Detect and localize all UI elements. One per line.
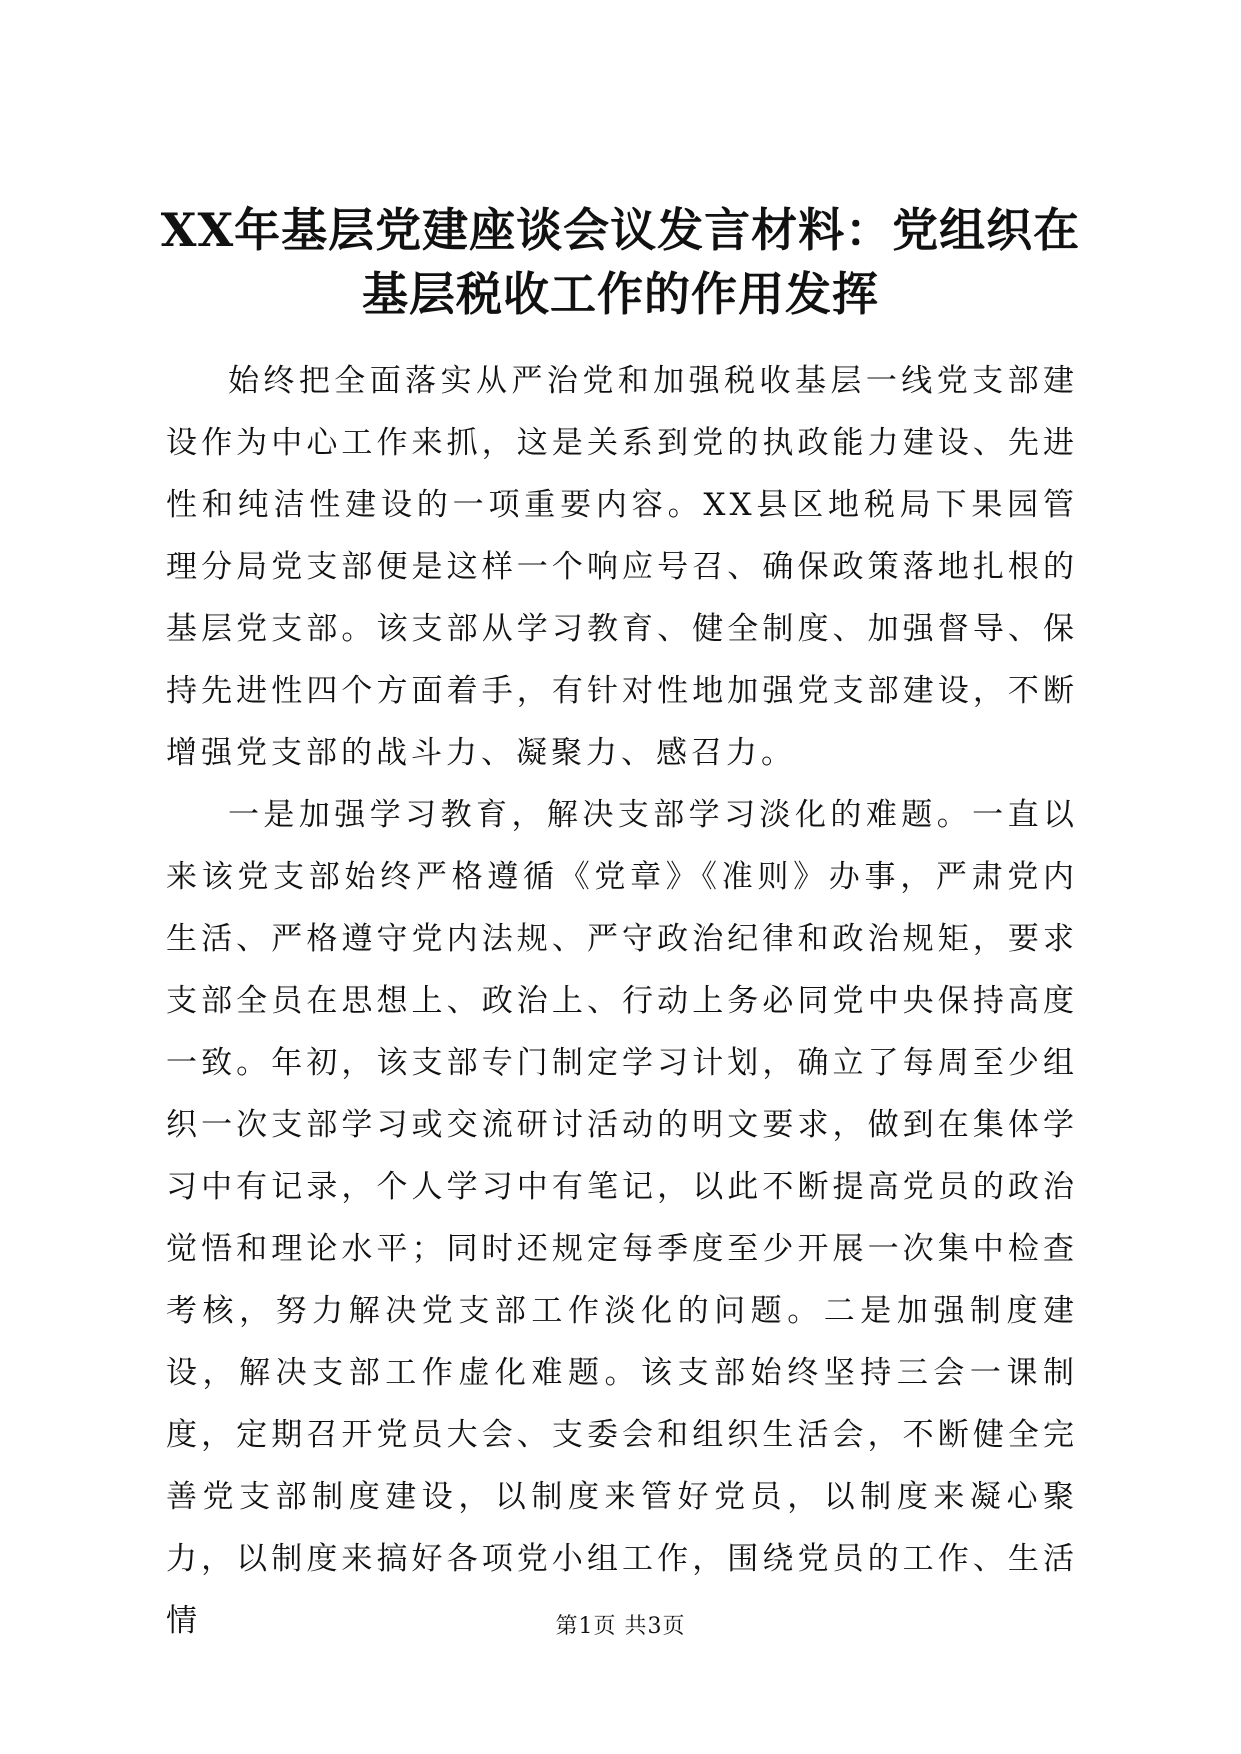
paragraph-2: 一是加强学习教育，解决支部学习淡化的难题。一直以来该党支部始终严格遵循《党章》《准则》办事，严肃党内生活、严格遵守党内法规、严守政治纪律和政治规矩，要求支部全员在思想上、政治上、行动上务必同党中央保持高度一致。年初，该支部专门制定学习计划，确立了每周至少组织一次支部学习或交流研讨活动的明文要求，做到在集体学习中有记录，个人学习中有笔记，以此不断提高党员的政治觉悟和理论水平；同时还规定每季度至少开展一次集中检查考核，努力解决党支部工作淡化的问题。二是加强制度建设，解决支部工作虚化难题。该支部始终坚持三会一课制度，定期召开党员大会、支委会和组织生活会，不断健全完善党支部制度建设，以制度来管好党员，以制度来凝心聚力，以制度来搞好各项党小组工作，围绕党员的工作、生活情 bbox=[166, 797, 1078, 1639]
document-title bbox=[150, 198, 1091, 326]
title-line-2: 基层税收工作的作用发挥 bbox=[362, 267, 879, 321]
page-footer: 第1页 共3页 bbox=[555, 1614, 686, 1639]
title-line-1: XX年基层党建座谈会议发言材料：党组织在 bbox=[160, 203, 1081, 257]
document-body bbox=[166, 350, 1078, 1652]
paragraph-1: 始终把全面落实从严治党和加强税收基层一线党支部建设作为中心工作来抓，这是关系到党的执政能力建设、先进性和纯洁性建设的一项重要内容。XX县区地税局下果园管理分局党支部便是这样一个响应号召、确保政策落地扎根的基层党支部。该支部从学习教育、健全制度、加强督导、保持先进性四个方面着手，有针对性地加强党支部建设，不断增强党支部的战斗力、凝聚力、感召力。 bbox=[166, 363, 1078, 771]
